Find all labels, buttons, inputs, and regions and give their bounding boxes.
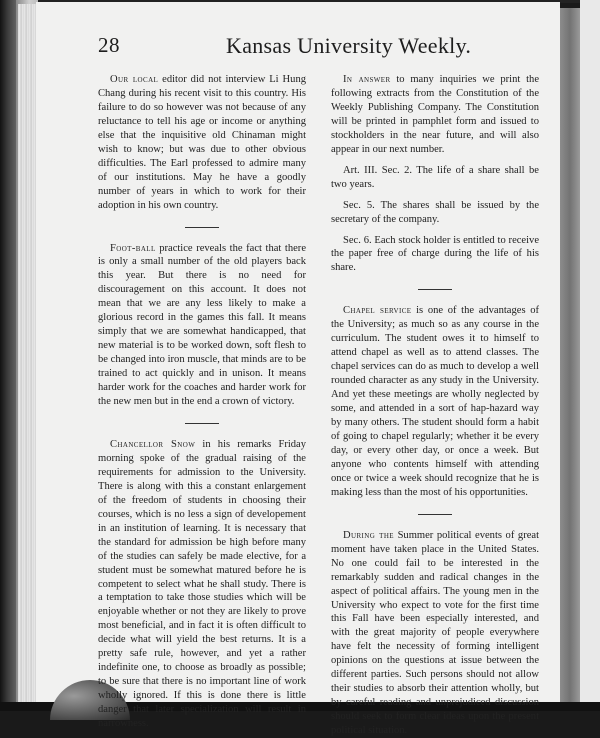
article-lead: In answer — [343, 74, 391, 85]
constitution-section: Art. III. Sec. 2. The life of a share shall be two years. — [331, 164, 539, 190]
journal-title: Kansas University Weekly. — [226, 33, 472, 58]
scanner-background — [580, 0, 600, 711]
article-body: is one of the advantages of the University; as much so as any course in the curriculum. The student owes it to himself to attend chapel as well as to attend classes. The chapel services can do as much to develop a well rounded character as any study in the University. And yet these meetings are wholly neglected by some, and attended in a sort of hap-hazard way by many others. The student should form a habit of going to chapel regularly; whether it be every day, or every other day, or once a week. But anyone who contents himself with attending once or twice a week should recognize that he is making less than the most of his opportunities. — [331, 305, 539, 498]
running-header — [98, 33, 560, 59]
article-chapel-service — [331, 304, 539, 499]
constitution-section: Sec. 6. Each stock holder is entitled to receive the paper free of charge during the life of his share. — [331, 234, 539, 274]
article-divider — [185, 423, 219, 424]
article-divider — [185, 227, 219, 228]
right-column — [331, 73, 539, 738]
article-body: Summer political events of great moment have taken place in the United States. No one could fail to be interested in the remarkably sudden and radical changes in the aspect of political affairs. The young men in the University who expect to vote for the first time this Fall have been especially interested, and with the great majority of people everywhere have felt the necessity of forming intelligent opinions on the questions at issue between the different parties. Such persons should not allow their studies to absorb their attention wholly, but by careful reading and unprejudiced discussion should seek to form clear ideas upon the present political situation. — [331, 529, 540, 737]
page-number: 28 — [98, 33, 120, 57]
article-body: editor did not interview Li Hung Chang during his recent visit to this country. His failure to do so however was not because of any reluctance to tell his age or income or anything else that the inquisitive old Chinaman might wish to know; but was due to other obvious difficulties. The Earl professed to admire many of our institutions. May he have a goodly number of years in which to work for their adoption in his own country. — [98, 74, 306, 211]
article-lead: Chapel service — [343, 305, 412, 317]
left-column — [98, 73, 306, 731]
article-divider — [418, 289, 452, 290]
article-body: in his remarks Friday morning spoke of the gradual raising of the requirements for admission to the University. There is along with this a constant enlargement of the freedom of students in choosing their courses, which is no less a sign of developement in an institution of learning. It is necessary that the standard for admission be high before many of the studies can safely be made elective, for a student must be somewhat matured before he is competent to select what he shall study. There is a temptation to take those studies which will be enjoyable whether or not they are likely to prove most beneficial, and in fact it is often difficult to decide what will yield the best returns. It is a pretty safe rule, however, and yet a rather indefinite one, to choose as broadly as possible; to be sure that there is no important line of work wholly ignored. If this is done there is little danger that later specialization will result in narrowness. — [98, 438, 306, 730]
article-body: practice reveals the fact that there is only a small number of the old players back this year. But there is no need for discouragement on this account. It does not mean that we are any less likely to make a glorious record in the games this fall. It means simply that we are somewhat handicapped, that new material is to be worked down, soft flesh to be changed into iron muscle, that minds are to be trained to act quickly and in unison. It means harder work for the coaches and harder work for the new men but in the end a crown of victory. — [98, 242, 306, 408]
article-body: to many inquiries we print the following extracts from the Constitution of the Weekly Publishing Company. The Constitution will be printed in pamphlet form and issued to stockholders in the near future, and will also appear in our next number. — [331, 74, 540, 155]
article-constitution — [331, 73, 539, 157]
right-page-shadow — [560, 8, 580, 711]
article-foot-ball — [98, 242, 306, 409]
constitution-section: Sec. 5. The shares shall be issued by the secretary of the company. — [331, 199, 539, 225]
article-lead: Chancellor Snow — [110, 438, 196, 450]
article-lead: Our local — [110, 74, 159, 85]
article-li-hung-chang — [98, 73, 306, 213]
article-chancellor-snow — [98, 438, 306, 731]
article-divider — [418, 514, 452, 515]
article-political-events — [331, 529, 539, 738]
article-lead: Foot-ball — [110, 242, 156, 254]
article-lead: During the — [343, 529, 394, 541]
